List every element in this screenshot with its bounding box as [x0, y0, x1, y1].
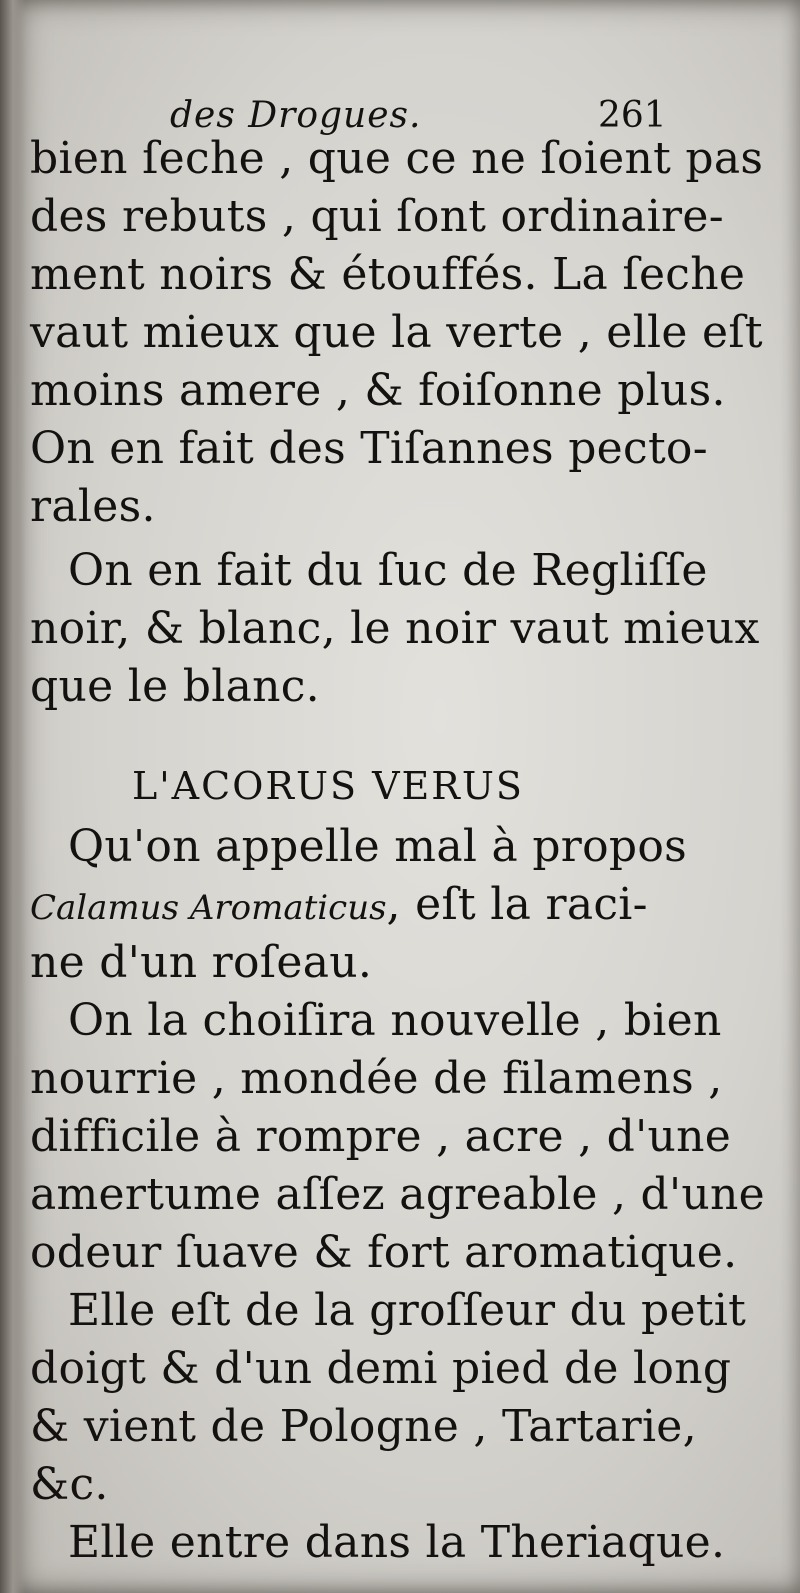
running-title: des Drogues. — [170, 95, 422, 136]
italic-term: Calamus Aromaticus — [30, 888, 387, 928]
text-line: On la choiſira nouvelle , bien — [68, 995, 722, 1046]
text-line: ment noirs & étouffés. La ſeche — [30, 249, 746, 300]
text-line: &c. — [30, 1459, 109, 1510]
text-line: des rebuts , qui ſont ordinaire- — [30, 191, 724, 242]
text-line: bien ſeche , que ce ne ſoient pas — [30, 133, 764, 184]
paragraph-2 — [30, 542, 760, 716]
paragraph-6 — [30, 1514, 726, 1572]
text-line — [30, 876, 690, 934]
paragraph-3 — [30, 818, 690, 992]
text-line: ne d'un roſeau. — [30, 937, 373, 988]
text-line: On en fait des Tiſannes pecto- — [30, 423, 708, 474]
text-span: , eſt la raci- — [386, 879, 648, 930]
binding-gutter-shadow — [0, 0, 26, 1593]
paragraph-1 — [30, 130, 764, 536]
text-line: doigt & d'un demi pied de long — [30, 1343, 732, 1394]
text-line: que le blanc. — [30, 661, 320, 712]
text-line: & vient de Pologne , Tartarie, — [30, 1401, 697, 1452]
text-line: odeur ſuave & fort aromatique. — [30, 1227, 738, 1278]
paragraph-4 — [30, 992, 766, 1282]
text-line: noir, & blanc, le noir vaut mieux — [30, 603, 760, 654]
text-line: difficile à rompre , acre , d'une — [30, 1111, 732, 1162]
text-line: Elle eſt de la groſſeur du petit — [68, 1285, 747, 1336]
text-line: vaut mieux que la verte , elle eſt — [30, 307, 763, 358]
text-line: nourrie , mondée de filamens , — [30, 1053, 723, 1104]
text-line: On en fait du ſuc de Regliſſe — [68, 545, 708, 596]
text-line: Elle entre dans la Theriaque. — [68, 1517, 726, 1568]
paragraph-5 — [30, 1282, 747, 1514]
text-line: moins amere , & foiſonne plus. — [30, 365, 726, 416]
text-line: Qu'on appelle mal à propos — [68, 821, 688, 872]
page-number: 261 — [598, 95, 667, 136]
text-line: rales. — [30, 481, 156, 532]
text-line: amertume aſſez agreable , d'une — [30, 1169, 766, 1220]
section-heading: L'ACORUS VERUS — [132, 764, 524, 808]
body-text — [30, 130, 766, 1572]
